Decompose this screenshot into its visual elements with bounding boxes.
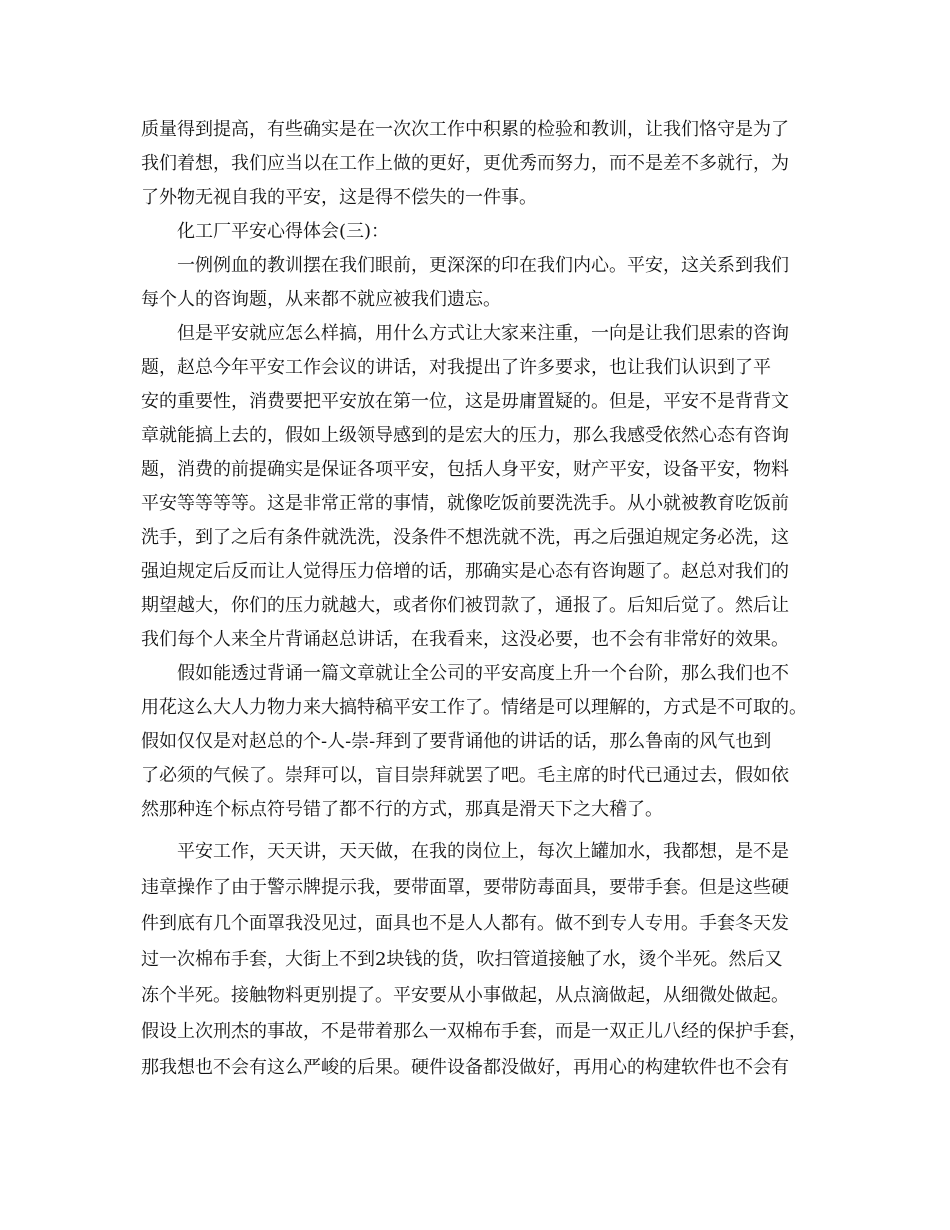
text-line: 强迫规定后反而让人觉得压力倍增的话，那确实是心态有咨询题了。赵总对我们的 [141, 561, 789, 582]
text-line: 假设上次刑杰的事故，不是带着那么一双棉布手套，而是一双正儿八经的保护手套， [141, 1021, 807, 1042]
text-line: 了必须的气候了。崇拜可以，盲目崇拜就罢了吧。毛主席的时代已通过去，假如依 [141, 765, 789, 786]
text-line: 每个人的咨询题，从来都不就应被我们遗忘。 [141, 289, 501, 310]
text-line: 用花这么大人力物力来大搞特稿平安工作了。情绪是可以理解的，方式是不可取的。 [141, 697, 807, 718]
text-line: 期望越大，你们的压力就越大，或者你们被罚款了，通报了。后知后觉了。然后让 [141, 595, 789, 616]
text-line: 我们着想，我们应当以在工作上做的更好，更优秀而努力，而不是差不多就行，为 [141, 153, 789, 174]
text-line: 假如能透过背诵一篇文章就让全公司的平安高度上升一个台阶，那么我们也不 [177, 663, 789, 684]
section-heading: 化工厂平安心得体会(三)： [177, 221, 390, 242]
text-line: 平安工作，天天讲，天天做，在我的岗位上，每次上罐加水，我都想，是不是 [177, 841, 789, 862]
text-line: 质量得到提高，有些确实是在一次次工作中积累的检验和教训，让我们恪守是为了 [141, 119, 789, 140]
text-line: 一例例血的教训摆在我们眼前，更深深的印在我们内心。平安，这关系到我们 [177, 255, 789, 276]
text-line: 然那种连个标点符号错了都不行的方式，那真是滑天下之大稽了。 [141, 799, 663, 820]
text-line: 了外物无视自我的平安，这是得不偿失的一件事。 [141, 187, 537, 208]
text-line: 平安等等等等。这是非常正常的事情，就像吃饭前要洗洗手。从小就被教育吃饭前 [141, 493, 789, 514]
text-line: 题，赵总今年平安工作会议的讲话，对我提出了许多要求，也让我们认识到了平 [141, 357, 771, 378]
text-line: 冻个半死。接触物料更别提了。平安要从小事做起，从点滴做起，从细微处做起。 [141, 985, 789, 1006]
text-line: 章就能搞上去的，假如上级领导感到的是宏大的压力，那么我感受依然心态有咨询 [141, 425, 789, 446]
text-line: 安的重要性，消费要把平安放在第一位，这是毋庸置疑的。但是，平安不是背背文 [141, 391, 789, 412]
text-line: 题，消费的前提确实是保证各项平安，包括人身平安，财产平安，设备平安，物料 [141, 459, 789, 480]
text-line: 我们每个人来全片背诵赵总讲话，在我看来，这没必要，也不会有非常好的效果。 [141, 629, 789, 650]
text-line: 过一次棉布手套，大街上不到2块钱的货，吹扫管道接触了水，烫个半死。然后又 [141, 949, 783, 970]
text-line: 件到底有几个面罩我没见过，面具也不是人人都有。做不到专人专用。手套冬天发 [141, 913, 789, 934]
text-line: 洗手，到了之后有条件就洗洗，没条件不想洗就不洗，再之后强迫规定务必洗，这 [141, 527, 789, 548]
text-line: 但是平安就应怎么样搞，用什么方式让大家来注重，一向是让我们思索的咨询 [177, 323, 789, 344]
text-line: 违章操作了由于警示牌提示我，要带面罩，要带防毒面具，要带手套。但是这些硬 [141, 877, 789, 898]
text-line: 假如仅仅是对赵总的个-人-崇-拜到了要背诵他的讲话的话，那么鲁南的风气也到 [141, 731, 772, 752]
text-line: 那我想也不会有这么严峻的后果。硬件设备都没做好，再用心的构建软件也不会有 [141, 1057, 789, 1078]
